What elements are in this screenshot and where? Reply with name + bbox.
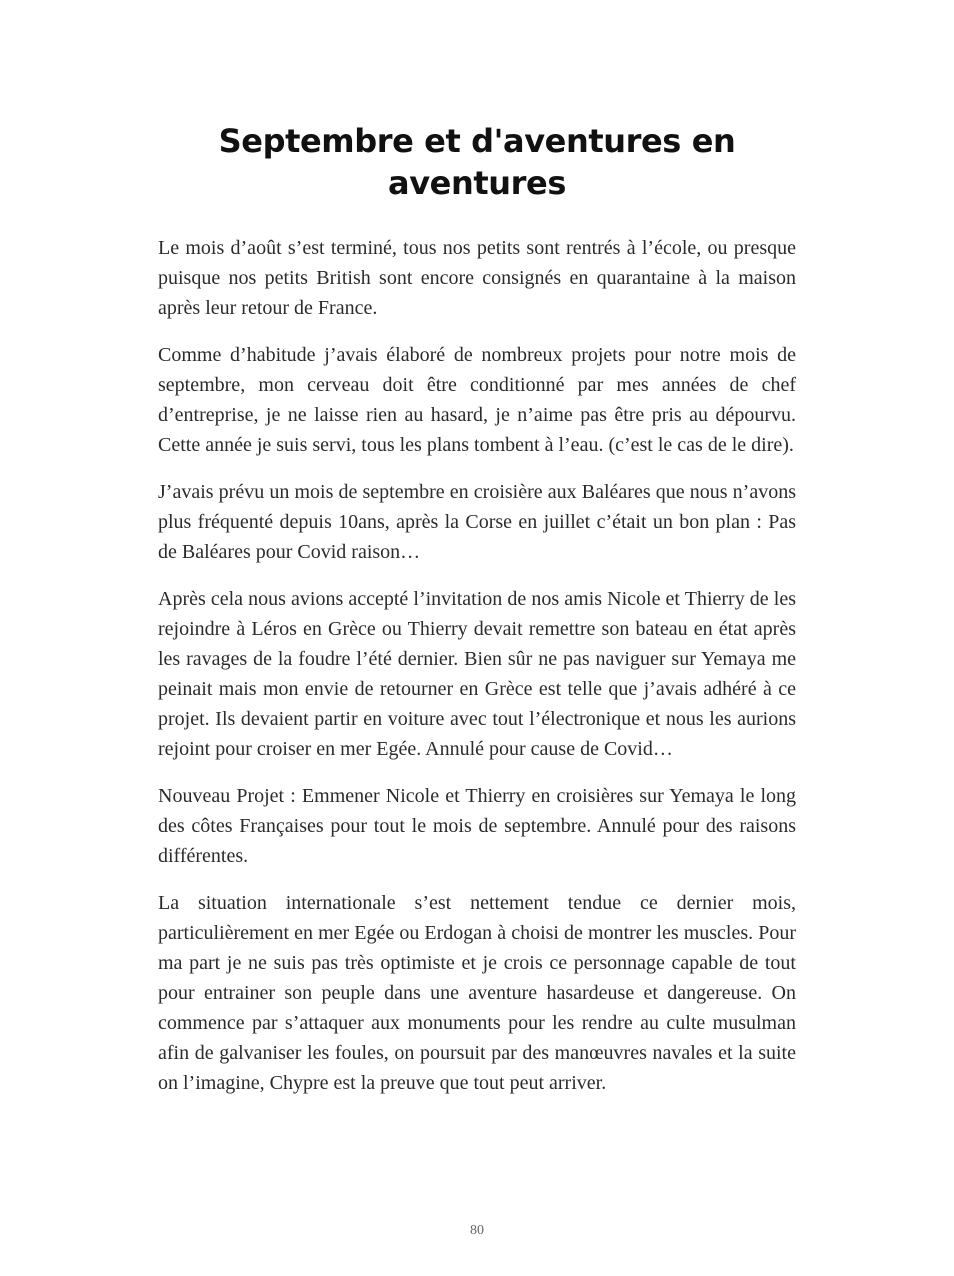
paragraph: J’avais prévu un mois de septembre en croisière aux Baléares que nous n’avons plus fréquenté depuis 10ans, après la Corse en juillet c’était un bon plan : Pas de Baléares pour Covid raison…	[158, 481, 796, 563]
paragraph: Comme d’habitude j’avais élaboré de nombreux projets pour notre mois de septembre, mon cerveau doit être conditionné par mes années de chef d’entreprise, je ne laisse rien au hasard, je n’aime pas être pris au dépourvu. Cette année je suis servi, tous les plans tombent à l’eau. (c’est le cas de le dire).	[158, 344, 796, 456]
paragraph: Le mois d’août s’est terminé, tous nos petits sont rentrés à l’école, ou presque puisque nos petits British sont encore consignés en quarantaine à la maison après leur retour de France.	[158, 237, 796, 319]
paragraph: La situation internationale s’est nettement tendue ce dernier mois, particulièrement en mer Egée ou Erdogan à choisi de montrer les muscles. Pour ma part je ne suis pas très optimiste et je crois ce personnage capable de tout pour entrainer son peuple dans une aventure hasardeuse et dangereuse. On commence par s’attaquer aux monuments pour les rendre au culte musulman afin de galvaniser les foules, on poursuit par des manœuvres navales et la suite on l’imagine, Chypre est la preuve que tout peut arriver.	[158, 892, 796, 1094]
page-number: 80	[470, 1223, 484, 1238]
chapter-title: Septembre et d'aventures en aventures	[218, 122, 736, 202]
chapter-body	[158, 233, 796, 1115]
paragraph: Nouveau Projet : Emmener Nicole et Thierry en croisières sur Yemaya le long des côtes Françaises pour tout le mois de septembre. Annulé pour des raisons différentes.	[158, 785, 796, 867]
paragraph: Après cela nous avions accepté l’invitation de nos amis Nicole et Thierry de les rejoindre à Léros en Grèce ou Thierry devait remettre son bateau en état après les ravages de la foudre l’été dernier. Bien sûr ne pas naviguer sur Yemaya me peinait mais mon envie de retourner en Grèce est telle que j’avais adhéré à ce projet. Ils devaient partir en voiture avec tout l’électronique et nous les aurions rejoint pour croiser en mer Egée. Annulé pour cause de Covid…	[158, 588, 796, 760]
